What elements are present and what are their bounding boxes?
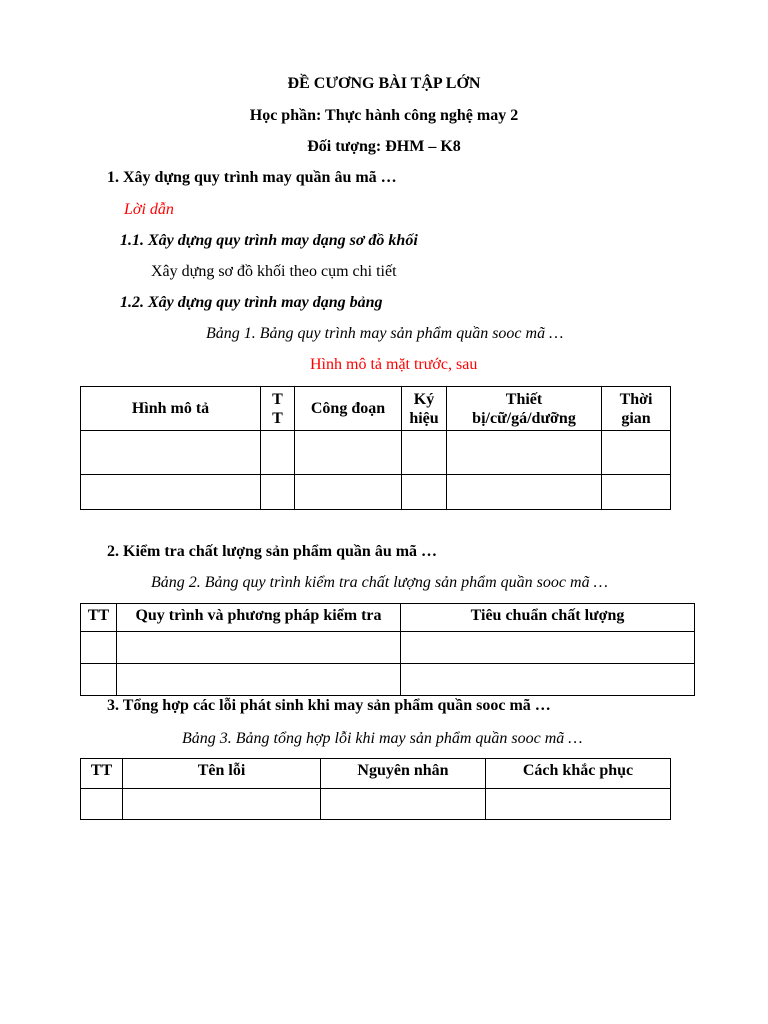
figure-note: Hình mô tả mặt trước, sau	[310, 356, 478, 373]
table-cell	[261, 431, 295, 475]
table2-caption: Bảng 2. Bảng quy trình kiểm tra chất lượng sản phẩm quần sooc mã …	[151, 574, 608, 591]
section1-heading: 1. Xây dựng quy trình may quần âu mã …	[107, 169, 397, 186]
table-cell	[401, 632, 695, 664]
table2-header-cell	[401, 604, 695, 632]
subsection-1-1-text: Xây dựng sơ đồ khối theo cụm chi tiết	[151, 263, 397, 280]
table-cell	[602, 475, 671, 510]
table3-header-cell	[123, 759, 321, 789]
table1-header-cell	[402, 387, 447, 431]
table3-header-row	[81, 759, 671, 789]
table1-header-cell	[295, 387, 402, 431]
table3-caption: Bảng 3. Bảng tổng hợp lỗi khi may sản phẩm quần sooc mã …	[182, 730, 583, 747]
table1-header-thiet-bi: Thiết bị/cữ/gá/dưỡng	[472, 390, 576, 427]
table1-header-cong-doan: Công đoạn	[310, 400, 386, 417]
table-cell	[81, 664, 117, 696]
table-cell	[447, 431, 602, 475]
table1-header-thoi-gian: Thời gian	[619, 390, 653, 427]
table3-header-cach-khac-phuc: Cách khắc phục	[522, 762, 634, 779]
table1	[80, 386, 671, 510]
subsection-1-2-heading: 1.2. Xây dựng quy trình may dạng bảng	[120, 294, 383, 311]
table1-header-ky-hieu: Ký hiệu	[409, 390, 439, 427]
table1-header-cell	[261, 387, 295, 431]
table-cell	[81, 789, 123, 820]
table-cell	[402, 431, 447, 475]
table-cell	[295, 431, 402, 475]
section3-heading: 3. Tổng hợp các lỗi phát sinh khi may sản phẩm quần sooc mã …	[107, 697, 551, 714]
table1-header-tt: T T	[272, 390, 283, 427]
table-row	[81, 789, 671, 820]
table3-header-cell	[486, 759, 671, 789]
course-line: Học phần: Thực hành công nghệ may 2	[249, 107, 519, 124]
table3-header-tt: TT	[90, 762, 113, 779]
table-row	[81, 475, 671, 510]
table2-header-tt: TT	[87, 607, 110, 624]
section2-heading: 2. Kiểm tra chất lượng sản phẩm quần âu mã …	[107, 543, 438, 560]
table2-header-tieu-chuan: Tiêu chuẩn chất lượng	[470, 607, 625, 624]
table-cell	[81, 475, 261, 510]
table-cell	[117, 632, 401, 664]
table3	[80, 758, 671, 820]
table-cell	[321, 789, 486, 820]
table2-header-row	[81, 604, 695, 632]
table-cell	[401, 664, 695, 696]
table-cell	[123, 789, 321, 820]
table-cell	[81, 632, 117, 664]
table3-header-nguyen-nhan: Nguyên nhân	[357, 762, 449, 779]
table-cell	[295, 475, 402, 510]
table-row	[81, 664, 695, 696]
table3-header-ten-loi: Tên lỗi	[197, 762, 246, 779]
audience-line: Đối tượng: ĐHM – K8	[307, 138, 461, 155]
table-row	[81, 431, 671, 475]
table2-header-cell	[81, 604, 117, 632]
table1-header-cell	[447, 387, 602, 431]
table1-header-cell	[81, 387, 261, 431]
table1-header-row	[81, 387, 671, 431]
subsection-1-1-heading: 1.1. Xây dựng quy trình may dạng sơ đồ khối	[120, 232, 418, 249]
table-cell	[447, 475, 602, 510]
table3-header-cell	[321, 759, 486, 789]
table3-header-cell	[81, 759, 123, 789]
table-cell	[486, 789, 671, 820]
table-cell	[117, 664, 401, 696]
table-cell	[602, 431, 671, 475]
table2	[80, 603, 695, 696]
table1-header-cell	[602, 387, 671, 431]
table-row	[81, 632, 695, 664]
table2-header-cell	[117, 604, 401, 632]
table1-header-hinh-mo-ta: Hình mô tả	[131, 400, 210, 417]
table-cell	[261, 475, 295, 510]
table1-caption: Bảng 1. Bảng quy trình may sản phẩm quần sooc mã …	[206, 325, 564, 342]
table-cell	[81, 431, 261, 475]
document-title: ĐỀ CƯƠNG BÀI TẬP LỚN	[287, 75, 481, 92]
table-cell	[402, 475, 447, 510]
section1-note: Lời dẫn	[124, 201, 174, 218]
table2-header-quy-trinh: Quy trình và phương pháp kiểm tra	[135, 607, 382, 624]
